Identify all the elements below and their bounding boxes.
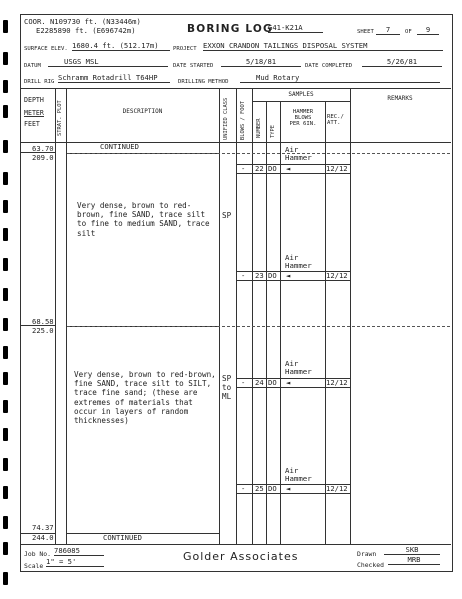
samples-header: SAMPLES: [288, 91, 314, 98]
blows-dash: -: [241, 271, 246, 280]
continued-top-label: CONTINUED: [100, 142, 139, 151]
sample-number: 22: [255, 164, 264, 173]
drill-rig: Schramm Rotadrill T64HP: [58, 74, 170, 83]
sample-recovery: 12/12: [326, 164, 348, 173]
document-title: BORING LOG: [187, 23, 273, 35]
sample-recovery: 12/12: [326, 271, 348, 280]
boring-id: G41-K21A: [268, 24, 323, 33]
hammer-blows-header: HAMMER BLOWS PER 6IN.: [289, 109, 317, 127]
project-name: EXXON CRANDON TAILINGS DISPOSAL SYSTEM: [203, 42, 443, 51]
blows-dash: -: [241, 378, 246, 387]
air-hammer-note: Air Hammer: [285, 359, 312, 376]
drilling-method: Mud Rotary: [240, 74, 440, 83]
remarks-header: REMARKS: [387, 95, 413, 102]
project-label: PROJECT: [173, 46, 197, 52]
number-header: NUMBER: [256, 118, 262, 138]
sample-type: DO: [268, 484, 277, 493]
job-number: 786085: [54, 547, 104, 556]
depth-meter: 63.70: [32, 144, 54, 153]
sample-number: 25: [255, 484, 264, 493]
meter-header: METER: [24, 109, 44, 117]
datum-label: DATUM: [24, 63, 41, 69]
depth-header: DEPTH: [24, 96, 44, 104]
sample-recovery: 12/12: [326, 378, 348, 387]
job-no-label: Job No.: [24, 550, 51, 558]
date-started: 5/18/81: [221, 58, 301, 67]
sheet-label: SHEET: [357, 29, 374, 35]
feet-header: FEET: [24, 120, 40, 128]
surface-elev: 1680.4 ft. (512.17m): [72, 42, 170, 51]
surface-elev-label: SURFACE ELEV.: [24, 46, 68, 52]
date-completed-label: DATE COMPLETED: [305, 63, 353, 69]
depth-meter: 68.58: [32, 317, 54, 326]
drill-rig-label: DRILL RIG: [24, 79, 55, 85]
checked-by: MRB: [388, 556, 440, 565]
sample-type: DO: [268, 378, 277, 387]
unified-class-header: UNIFIED CLASS: [223, 97, 229, 140]
datum: USGS MSL: [48, 58, 168, 67]
strat-plot-header: STRAT. PLOT: [57, 100, 63, 136]
scale: 1" = 5': [46, 558, 104, 567]
date-started-label: DATE STARTED: [173, 63, 214, 69]
depth-feet: 225.0: [32, 326, 54, 335]
sample-type: DO: [268, 164, 277, 173]
blows-dash: -: [241, 484, 246, 493]
sample-type: DO: [268, 271, 277, 280]
drawn-by: SKB: [384, 546, 440, 555]
date-completed: 5/26/81: [362, 58, 442, 67]
drawn-label: Drawn: [357, 550, 377, 558]
arrow-icon: ◄: [286, 378, 291, 387]
air-hammer-note: Air Hammer: [285, 466, 312, 483]
rec-att-header: REC./ ATT.: [327, 114, 344, 126]
type-header: TYPE: [270, 125, 276, 138]
depth-meter: 74.37: [32, 523, 54, 532]
sample-recovery: 12/12: [326, 484, 348, 493]
depth-feet: 244.0: [32, 533, 54, 542]
unified-class: SP to ML: [222, 374, 232, 402]
scale-label: Scale: [24, 562, 44, 570]
sheet-total: 9: [417, 26, 439, 35]
blows-dash: -: [241, 164, 246, 173]
air-hammer-note: Air Hammer: [285, 253, 312, 270]
arrow-icon: ◄: [286, 164, 291, 173]
sample-number: 24: [255, 378, 264, 387]
coordinates-north: COOR. N109730 ft. (N33446m): [24, 17, 141, 26]
layer-description: Very dense, brown to red-brown, fine SAND, trace silt to SILT, trace fine sand; (these are extremes of materials that occur in layers of random thicknesses): [74, 370, 216, 426]
sheet-number: 7: [376, 26, 400, 35]
description-header: DESCRIPTION: [122, 108, 163, 115]
coordinates-east: E2285890 ft. (E696742m): [36, 26, 136, 35]
of-label: OF: [405, 29, 412, 35]
arrow-icon: ◄: [286, 271, 291, 280]
checked-label: Checked: [357, 561, 384, 569]
blows-foot-header: BLOWS / FOOT: [240, 101, 246, 140]
air-hammer-note: Air Hammer: [285, 145, 312, 162]
drilling-method-label: DRILLING METHOD: [178, 79, 229, 85]
layer-description: Very dense, brown to red- brown, fine SAND, trace silt to fine to medium SAND, trace silt: [77, 201, 210, 238]
continued-bottom-label: CONTINUED: [103, 533, 142, 542]
firm-name: Golder Associates: [183, 550, 299, 563]
sample-number: 23: [255, 271, 264, 280]
arrow-icon: ◄: [286, 484, 291, 493]
depth-feet: 209.0: [32, 153, 54, 162]
unified-class: SP: [222, 211, 232, 220]
